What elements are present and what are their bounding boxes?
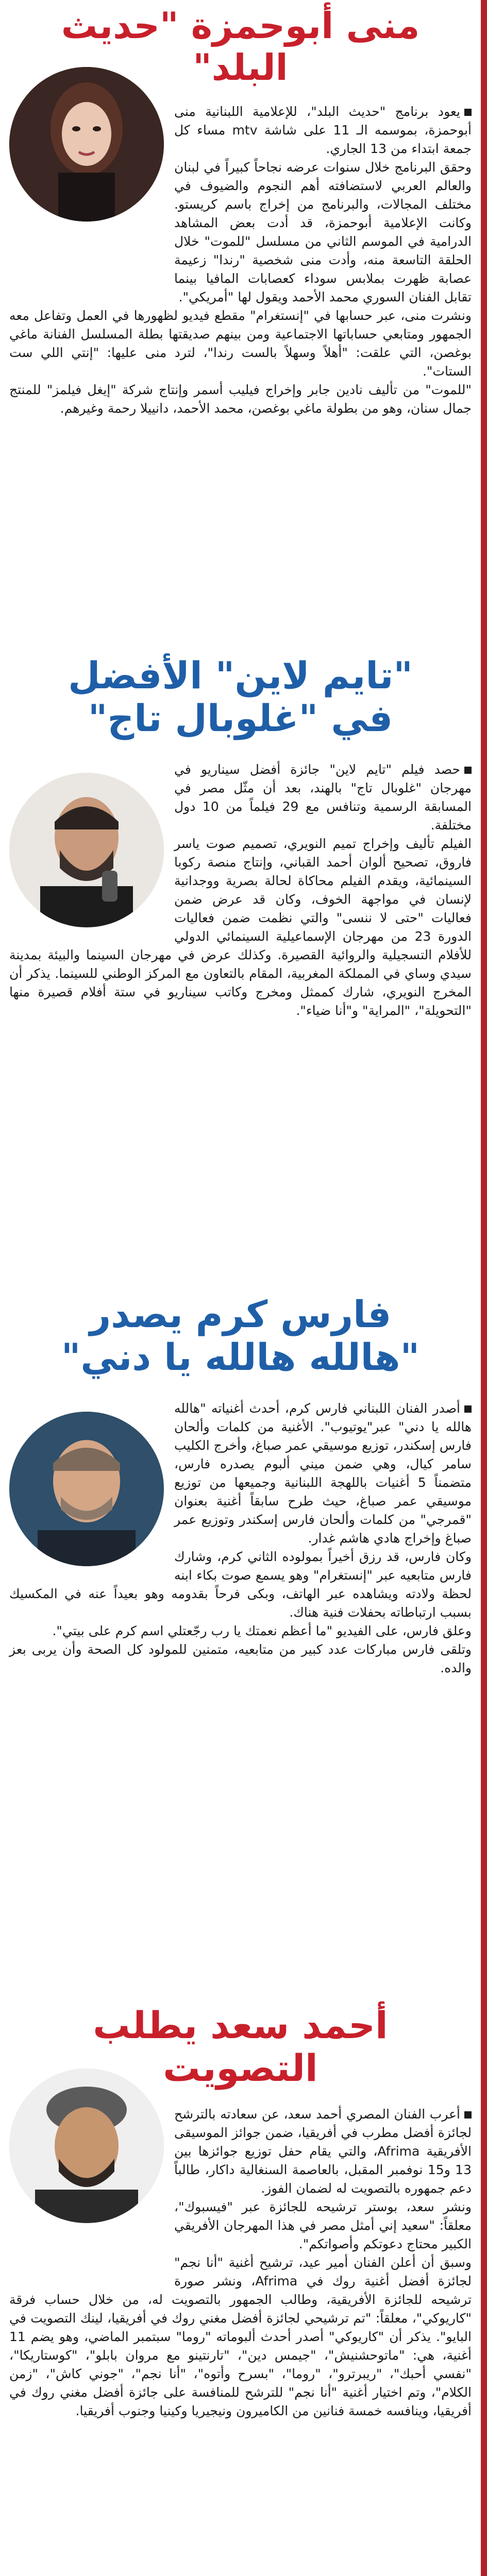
square-bullet-icon xyxy=(464,1405,472,1413)
article-paragraph: حصد فيلم "تايم لاين" جائزة أفضل سيناريو في مهرجان "غلوبال تاج" بالهند، بعد أن مثّل مصر في المسابقة الرسمية وتنافس مع 29 فيلماً من 10 دول مختلفة. xyxy=(174,761,472,833)
man-portrait-icon xyxy=(9,1412,164,1566)
article-paragraph: أعرب الفنان المصري أحمد سعد، عن سعادته بالترشح لجائزة أفضل مطرب في أفريقيا، ضمن جوائز الموسيقى الأفريقية Afrima، والتي يقام حفل توزيع جوائزها بين 13 و15 نوفمبر المقبل، بالعاصمة السنغالية داكار، طالباً دعم جمهوره بالتصويت له لضمان الفوز. xyxy=(174,2106,472,2196)
man-portrait-icon xyxy=(9,773,164,927)
article-paragraph: ونشر سعد، بوستر ترشيحه للجائزة عبر "فيسبوك"، معلقاً: "سعيد إني أمثل مصر في هذا المهرجان الأفريقي الكبير محتاج دعوتكم وأصواتكم". xyxy=(174,2199,472,2251)
article-headline: منى أبوحمزة "حديث البلد" xyxy=(61,5,420,89)
headline-line-2: في "غلوبال تاج" xyxy=(88,696,393,740)
article-paragraph: "للموت" من تأليف نادين جابر وإخراج فيليب أسمر وإنتاج شركة "إيغل فيلمز" للمنتج جمال سنان، وهو من بطولة ماغي بوغصن، محمد الأحمد، دانييلا رحمة وغيرهم. xyxy=(9,382,472,416)
article-headline xyxy=(9,654,472,740)
man-portrait-icon xyxy=(9,2069,164,2223)
square-bullet-icon xyxy=(464,767,472,774)
page-right-frame xyxy=(481,0,487,2576)
article-paragraph: وسبق أن أعلن الفنان أمير عيد، ترشيح أغنية "أنا نجم" لجائزة أفضل أغنية روك في Afrima، ونشر صورة ترشيحه للجائزة الأفريقية، وطالب الجمهور بالتصويت له، من خلال حساب فرقة "كاريوكي"، معلقاً: "تم ترشيحي لجائزة أفضل مغني روك في أفريقيا، لينك التصويت في البايو". يذكر أن "كاريوكي" أصدر أحدث ألبوماته "روما" سبتمبر الماضي، وهو يضم 11 أغنية، هي: "ماتوحشنيش"، "جيمس دين"، "تارنتينو مع مروان بابلو"، "كوستاريكا"، "نفسي أحبك"، "ريبرترو"، "روما"، "بسرح وأتوه"، "أنا نجم"، "جوني كاش"، "زمن الكلام"، وتم اختيار أغنية "أنا نجم" للترشح للمنافسة على جائزة أفضل مغني روك في أفريقيا، وينافسه خمسة فنانين من الكاميرون ونيجيريا وكينيا وجنوب أفريقيا. xyxy=(9,2255,472,2418)
headline-line-1: "تايم لاين" الأفضل xyxy=(68,654,413,697)
article-paragraph: وعلق فارس، على الفيديو "ما أعظم نعمتك يا رب رجّعتلي اسم كرم على بيتي". xyxy=(52,1623,472,1638)
portrait-photo-ahmed-saad xyxy=(9,2069,164,2223)
article-paragraph: ونشرت منى، عبر حسابها في "إنستغرام" مقطع فيديو لظهورها في العمل وتفاعل معه الجمهور ومتابعي حساباتها الاجتماعية ومن بينهم صديقتها بطلة المسلسل الفنانة ماغي بوغصن، التي علقت: "أهلاً وسهلاً بالست رندا"، لترد منى عليها: "إنتي اللي ست الستات". xyxy=(9,308,472,379)
portrait-photo-woman xyxy=(9,67,164,222)
portrait-photo-fares-karam xyxy=(9,1412,164,1566)
square-bullet-icon xyxy=(464,109,472,116)
article-fares-karam xyxy=(9,1293,472,1677)
article-ahmed-saad xyxy=(9,2004,472,2420)
headline-line-2: "هالله هالله يا دني" xyxy=(61,1335,420,1379)
headline-line-1: فارس كرم يصدر xyxy=(89,1293,392,1336)
article-paragraph: الفيلم تأليف وإخراج تميم النويري، تصميم صوت ياسر فاروق، تصحيح ألوان أحمد القباني، وإنتاج منصة ركوبا السينمائية، ويقدم الفيلم محاكاة لحالة بصرية ووجدانية لإنسان في مواجهة الخوف، وكان قد عرض ضمن فعاليات "حتى لا ننسى" والتي نظمت ضمن فعاليات الدورة 23 من مهرجان الإسماعيلية السينمائي الدولي للأفلام التسجيلية والروائية القصيرة. وكذلك عرض في مهرجان السينما والبيئة بمدينة سيدي وساي في المملكة المغربية، المقام بالتعاون مع المركز الوطني للسينما. يذكر أن المخرج النويري، شارك كممثل ومخرج وكاتب سيناريو في ستة أفلام قصيرة منها "التحويلة"، "المراية" و"أنا ضياء". xyxy=(9,836,472,1018)
article-headline: أحمد سعد يطلب التصويت xyxy=(93,2004,388,2090)
article-mona-abouhamza xyxy=(9,5,472,418)
square-bullet-icon xyxy=(464,2111,472,2119)
article-paragraph: أصدر الفنان اللبناني فارس كرم، أحدث أغنياته "هالله هالله يا دني" عبر"يوتيوب". الأغنية من كلمات وألحان فارس إسكندر، توزيع موسيقي عمر صباغ، وأخرج الكليب سامر كيال، وهي ضمن ميني ألبوم يصدره فارس، متضمناً 5 أغنيات باللهجة اللبنانية وجميعها من توزيع موسيقي عمر صباغ، حيث طرح سابقاً أغنية بعنوان "قمرجي" من كلمات وألحان فارس إسكندر وتوزيع عمر صباغ وإخراج هادي هاشم غدار. xyxy=(174,1400,472,1546)
portrait-photo-man-director xyxy=(9,773,164,927)
article-paragraph: وتلقى فارس مباركات عدد كبير من متابعيه، متمنين للمولود كل الصحة وأن يربى بعز والده. xyxy=(9,1641,472,1675)
article-paragraph: وكان فارس، قد رزق أخيراً بمولوده الثاني كرم، وشارك فارس متابعيه عبر "إنستغرام" وهو يسمع صوت بكاء ابنه لحظة ولادته ويشاهده عبر الهاتف، وبكى فرحاً بقدومه وهو بعيداً عنه في المكسيك بسبب ارتباطاته بحفلات فنية هناك. xyxy=(9,1549,472,1620)
article-headline xyxy=(9,1293,472,1379)
article-timeline-film xyxy=(9,654,472,1020)
woman-portrait-icon xyxy=(9,67,164,222)
article-paragraph: يعود برنامج "حديث البلد"، للإعلامية اللبنانية منى أبوحمزة، بموسمه الـ 11 على شاشة mtv مساء كل جمعة ابتداء من 13 الجاري. xyxy=(174,104,472,156)
article-paragraph: وحقق البرنامج خلال سنوات عرضه نجاحاً كبيراً في لبنان والعالم العربي لاستضافته أهم النجوم والضيوف في مختلف المجالات، والبرنامج من إخراج باسم كريستو. وكانت الإعلامية أبوحمزة، قد أدت بعض المشاهد الدرامية في الموسم الثاني من مسلسل "للموت" خلال الحلقة التاسعة منه، وأدت منى شخصية "رندا" زعيمة عصابة ظهرت بملابس سوداء كعصابات المافيا بينما تقابل الفنان السوري محمد الأحمد ويقول لها "أمريكي". xyxy=(174,160,472,304)
